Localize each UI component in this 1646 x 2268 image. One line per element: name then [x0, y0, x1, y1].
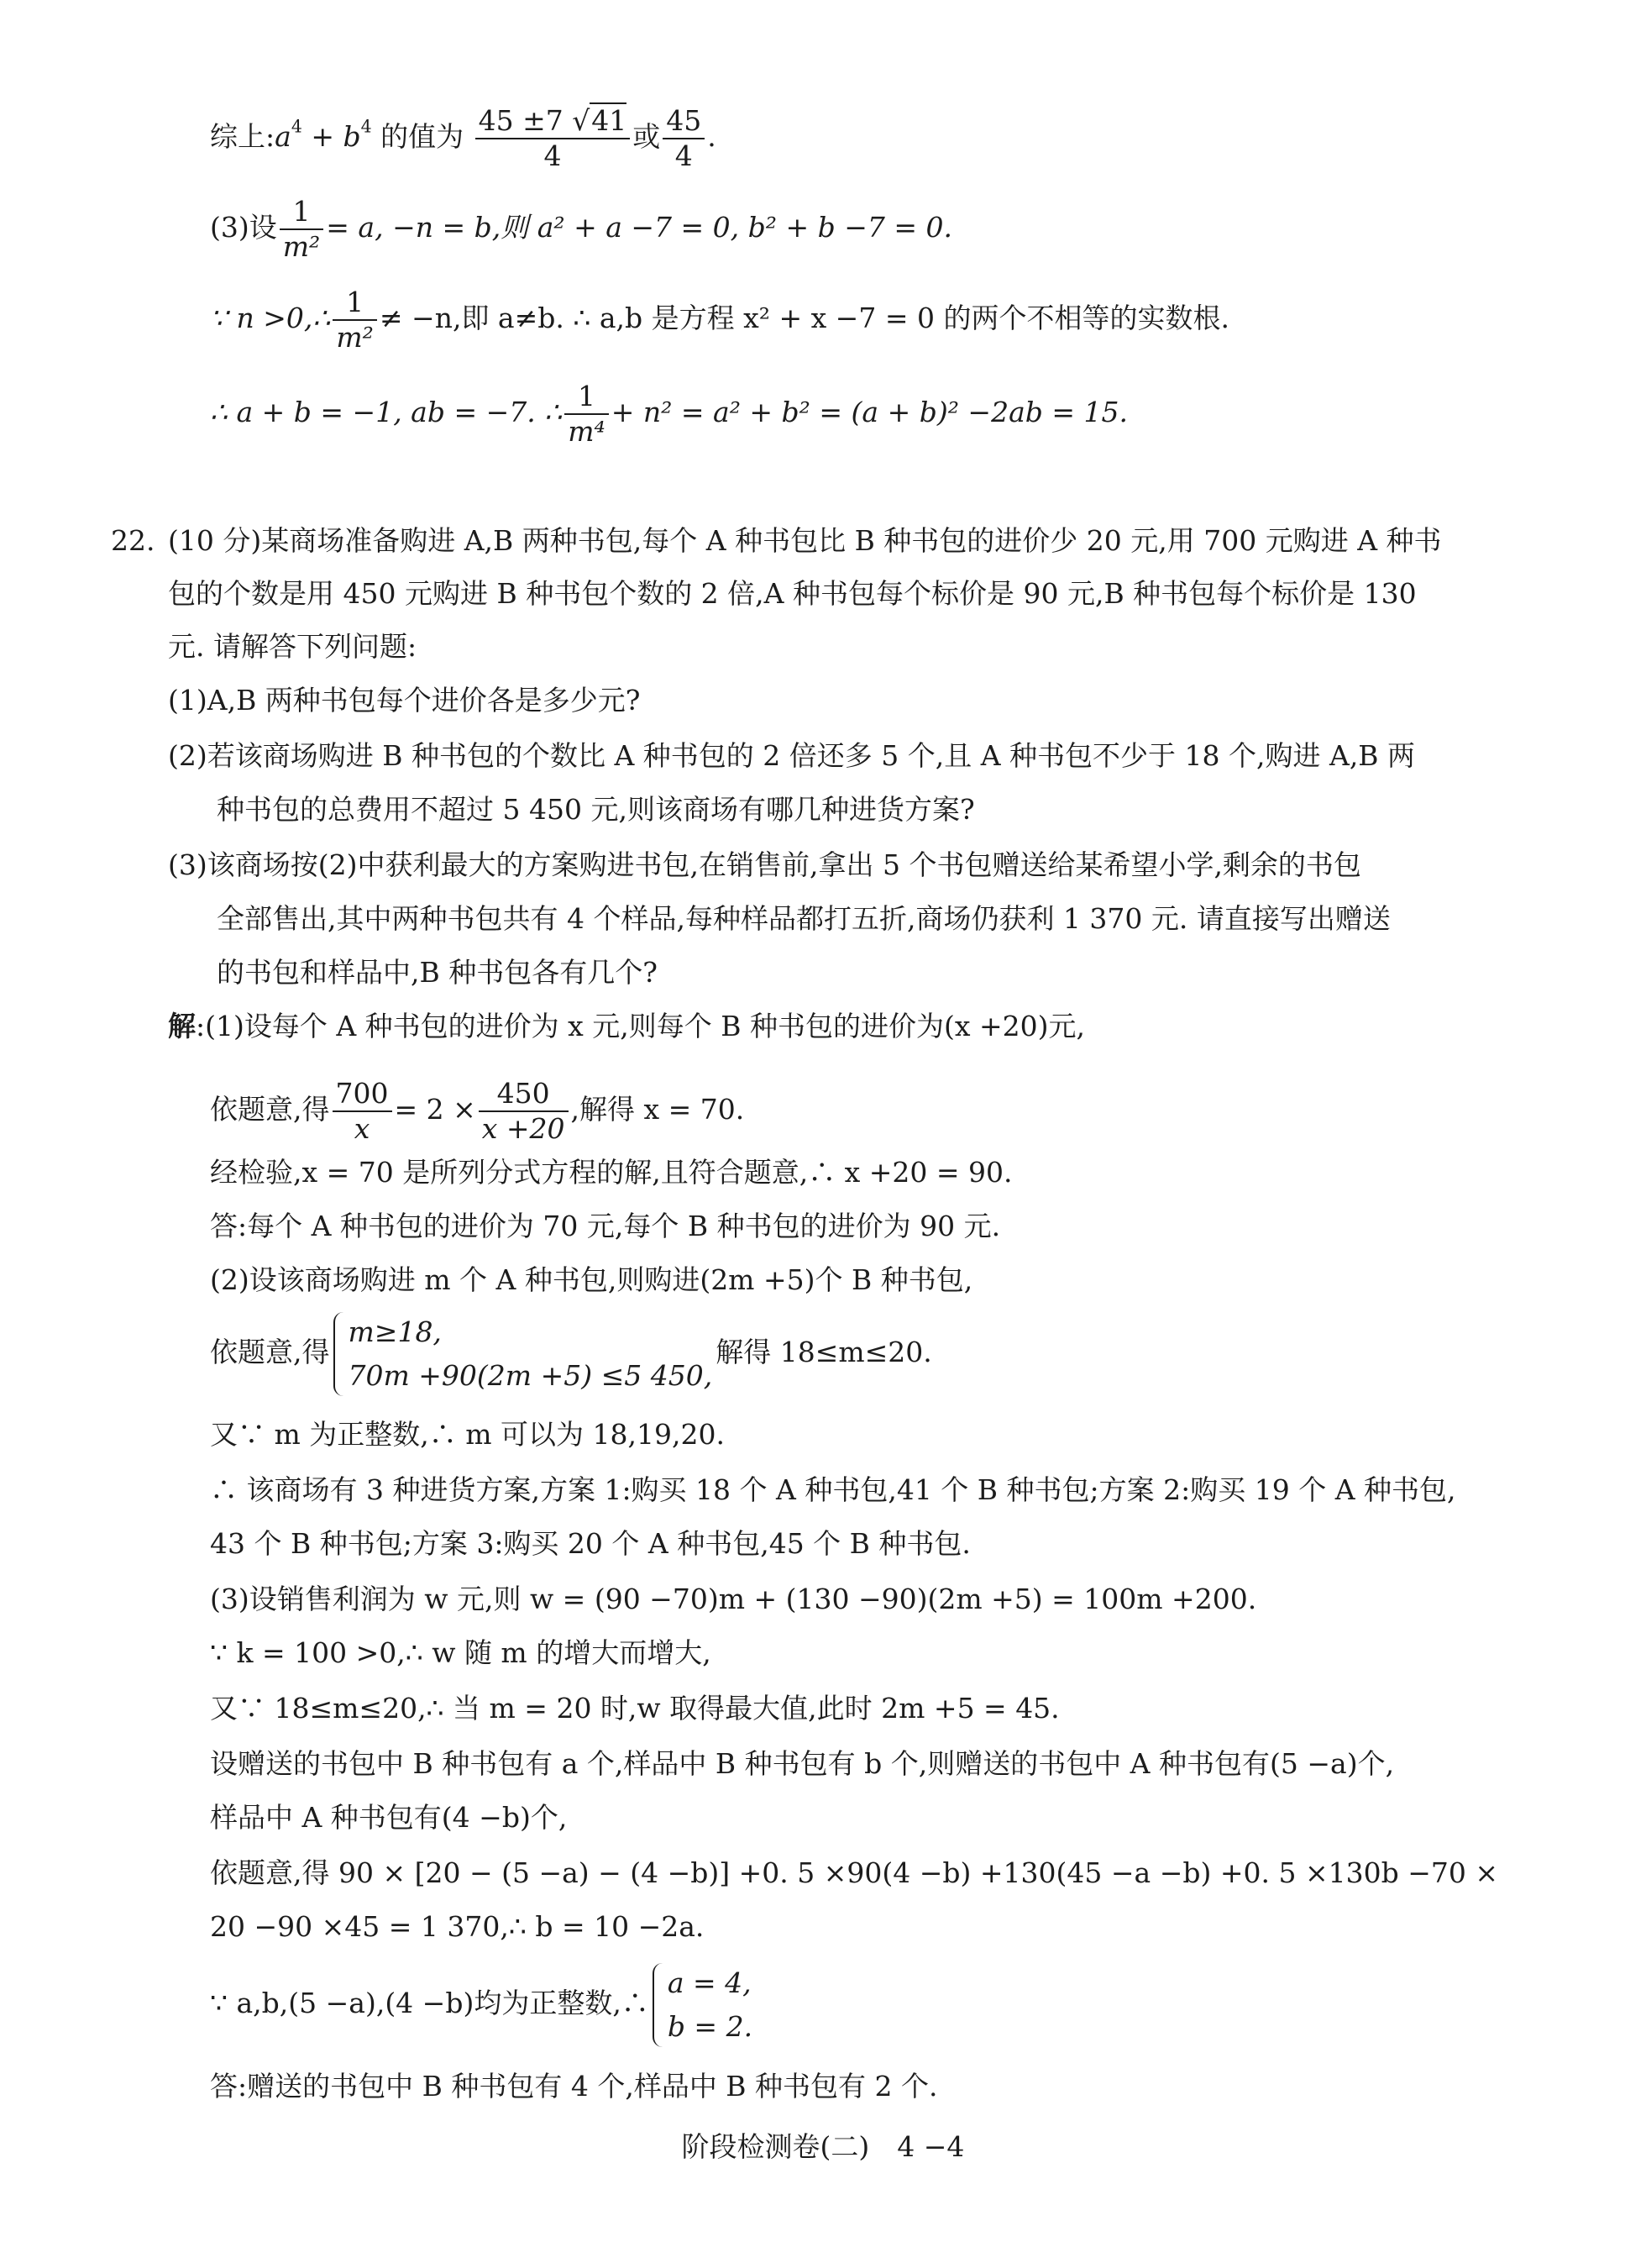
fraction-1-m4 [564, 380, 609, 449]
solution-integers: 又∵ m 为正整数,∴ m 可以为 18,19,20. [210, 1418, 725, 1451]
fraction-1-m2b [333, 286, 377, 354]
reason-rest: ≠ −n,即 a≠b. ∴ a,b 是方程 x² + x −7 = 0 的两个不相等的实数根. [379, 302, 1229, 334]
exp-4b: 4 [360, 116, 372, 137]
reason-prefix: ∵ n >0,∴ [210, 302, 331, 334]
part3-rest: = a, −n = b,则 a² + a −7 = 0, b² + b −7 = 0. [326, 211, 953, 244]
frac-den: m² [336, 321, 374, 354]
q22-sub2-line2: 种书包的总费用不超过 5 450 元,则该商场有哪几种进货方案? [217, 793, 975, 826]
eq-prefix: 依题意,得 [210, 1093, 330, 1126]
inequality-system [333, 1310, 713, 1398]
reason-line-2 [210, 380, 1128, 449]
solution-maximum: 又∵ 18≤m≤20,∴ 当 m = 20 时,w 取得最大值,此时 2m +5 = 45. [210, 1692, 1060, 1725]
period: . [707, 120, 716, 153]
frac-num: 1 [333, 286, 377, 321]
solution-gift-equation-2: 20 −90 ×45 = 1 370,∴ b = 10 −2a. [210, 1910, 705, 1943]
solution-increasing: ∵ k = 100 >0,∴ w 随 m 的增大而增大, [210, 1636, 711, 1669]
reason-line-1 [210, 286, 1229, 354]
question-number: 22. [111, 524, 155, 557]
summary-line [210, 104, 716, 173]
page-footer: 阶段检测卷(二) 4 −4 [681, 2130, 965, 2163]
solution-line-1 [168, 1006, 1085, 1047]
frac-den: 4 [543, 139, 562, 172]
reason2-prefix: ∴ a + b = −1, ab = −7. ∴ [210, 396, 563, 428]
system-row-2: 70m +90(2m +5) ≤5 450, [348, 1359, 713, 1392]
solution-final-answer: 答:赠送的书包中 B 种书包有 4 个,样品中 B 种书包有 2 个. [210, 2070, 938, 2103]
frac-num: 700 [333, 1077, 392, 1112]
brace [333, 1312, 345, 1396]
frac-num: 450 [479, 1077, 569, 1112]
solution-label: 解 [168, 1010, 196, 1042]
system-row-1: m≥18, [348, 1315, 442, 1348]
fraction-45-4 [663, 104, 705, 173]
solution-profit: (3)设销售利润为 w 元,则 w = (90 −70)m + (130 −90)(2m +5) = 100m +200. [210, 1583, 1257, 1615]
frac2-den: 4 [674, 139, 693, 172]
solution-answer-1: 答:每个 A 种书包的进价为 70 元,每个 B 种书包的进价为 90 元. [210, 1210, 1001, 1242]
part3-line [210, 195, 952, 264]
frac-num: 45 ±7 [478, 104, 573, 137]
q22-sub3-line1: (3)该商场按(2)中获利最大的方案购进书包,在销售前,拿出 5 个书包赠送给某希望小学,剩余的书包 [168, 848, 1361, 881]
or-text: 或 [632, 120, 661, 153]
q22-sub3-line3: 的书包和样品中,B 种书包各有几个? [217, 956, 658, 989]
q22-line-3: 元. 请解答下列问题: [168, 630, 417, 663]
solution-text: :(1)设每个 A 种书包的进价为 x 元,则每个 B 种书包的进价为(x +20)元, [196, 1010, 1085, 1042]
solution-equation [210, 1077, 744, 1146]
frac2-num: 45 [663, 104, 705, 139]
solution-inequality-system [210, 1310, 932, 1398]
fraction-700-x [333, 1077, 392, 1146]
q22-sub3-line2: 全部售出,其中两种书包共有 4 个样品,每种样品都打五折,商场仍获利 1 370 元. 请直接写出赠送 [217, 902, 1391, 935]
fraction-45-sqrt41: $\frac{45 \pm 7 √41}{4}$ [475, 104, 631, 173]
solution-plans-1: ∴ 该商场有 3 种进货方案,方案 1:购买 18 个 A 种书包,41 个 B 种书包;方案 2:购买 19 个 A 种书包, [210, 1473, 1456, 1506]
q22-line-1: (10 分)某商场准备购进 A,B 两种书包,每个 A 种书包比 B 种书包的进价少 20 元,用 700 元购进 A 种书 [168, 524, 1442, 557]
ab-system [653, 1961, 752, 2049]
summary-prefix: 综上: [210, 120, 275, 153]
exp-4: 4 [291, 116, 302, 137]
solution-gift-setup-1: 设赠送的书包中 B 种书包有 a 个,样品中 B 种书包有 b 个,则赠送的书包中 A 种书包有(5 −a)个, [210, 1747, 1395, 1780]
frac-den: m⁴ [568, 415, 605, 448]
frac-num: 1 [280, 195, 324, 230]
var-b: b [343, 120, 361, 153]
solution-plans-2: 43 个 B 种书包;方案 3:购买 20 个 A 种书包,45 个 B 种书包. [210, 1527, 971, 1560]
ab-row-2: b = 2. [667, 2010, 753, 2043]
summary-mid: 的值为 [371, 120, 464, 153]
solution-gift-equation-1: 依题意,得 90 × [20 − (5 −a) − (4 −b)] +0. 5 ×90(4 −b) +130(45 −a −b) +0. 5 ×130b −70 × [210, 1856, 1499, 1889]
system-result: 解得 18≤m≤20. [716, 1336, 932, 1368]
fraction-450-x20 [479, 1077, 569, 1146]
sqrt-41: 41 [591, 104, 627, 137]
solution-ab-system [210, 1961, 756, 2049]
solution-part2-setup: (2)设该商场购进 m 个 A 种书包,则购进(2m +5)个 B 种书包, [210, 1263, 973, 1296]
frac-den: x +20 [481, 1112, 565, 1145]
q22-line-2: 包的个数是用 450 元购进 B 种书包个数的 2 倍,A 种书包每个标价是 90 元,B 种书包每个标价是 130 [168, 577, 1417, 610]
q22-sub1: (1)A,B 两种书包每个进价各是多少元? [168, 684, 641, 717]
frac-den: m² [282, 230, 321, 263]
reason2-rest: + n² = a² + b² = (a + b)² −2ab = 15. [611, 396, 1128, 428]
system-prefix: 依题意,得 [210, 1336, 330, 1368]
eq-rest: ,解得 x = 70. [570, 1093, 745, 1126]
brace [653, 1963, 664, 2047]
plus: + [301, 120, 343, 153]
ab-row-1: a = 4, [667, 1966, 752, 1999]
solution-gift-setup-2: 样品中 A 种书包有(4 −b)个, [210, 1801, 568, 1834]
part3-prefix: (3)设 [210, 211, 277, 244]
solution-check: 经检验,x = 70 是所列分式方程的解,且符合题意,∴ x +20 = 90. [210, 1156, 1013, 1189]
frac-den: x [354, 1112, 370, 1145]
fraction-1-m2 [280, 195, 324, 264]
var-a: a [275, 120, 291, 153]
ab-prefix: ∵ a,b,(5 −a),(4 −b)均为正整数,∴ [210, 1987, 649, 2019]
eq-mid: = 2 × [394, 1093, 476, 1126]
frac-num: 1 [564, 380, 609, 415]
q22-sub2-line1: (2)若该商场购进 B 种书包的个数比 A 种书包的 2 倍还多 5 个,且 A 种书包不少于 18 个,购进 A,B 两 [168, 739, 1416, 772]
